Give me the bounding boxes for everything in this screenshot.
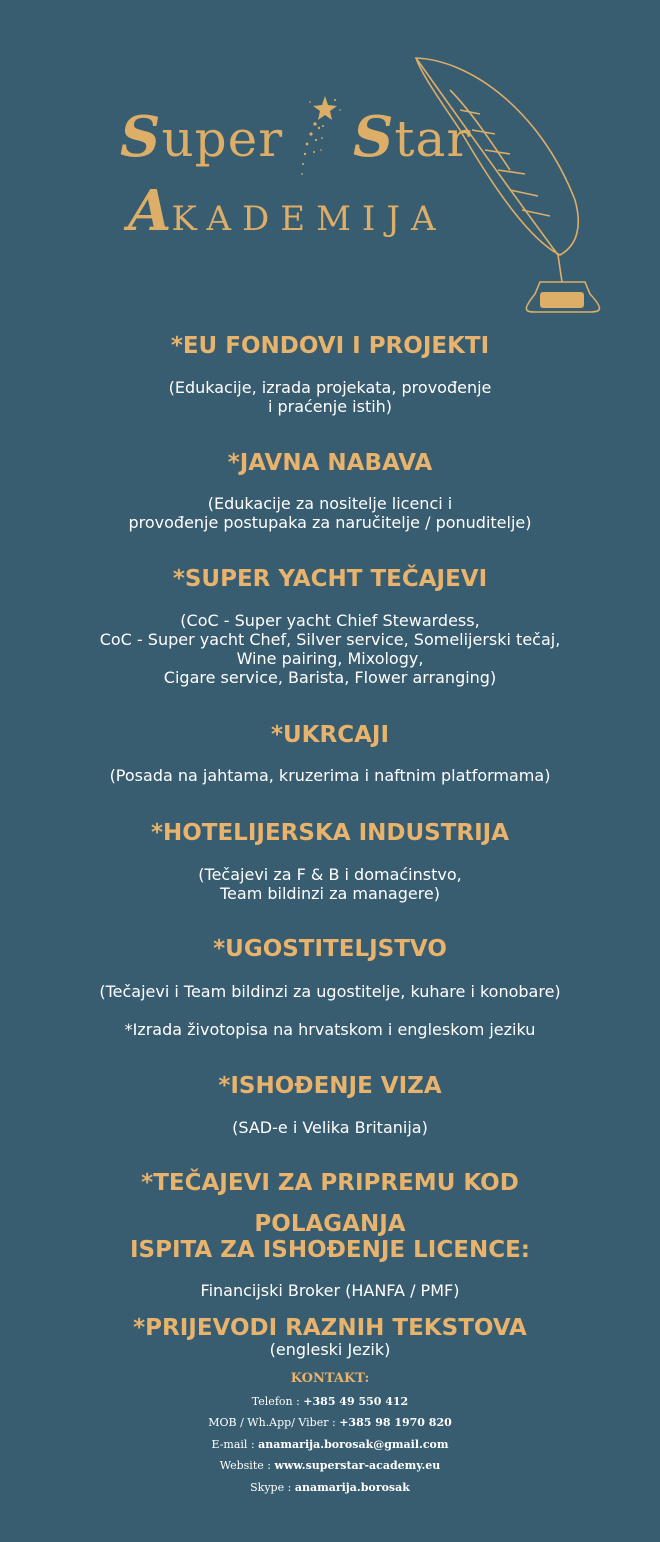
section-desc-super-yacht-3: Wine pairing, Mixology, [236,649,424,668]
logo-akademija-rest: KADEMIJA [171,199,447,239]
contact-email [0,1438,660,1451]
section-desc-eu-fondovi-1: (Edukacije, izrada projekata, provođenje [168,378,492,397]
logo-akademija-initial: A [128,178,172,244]
feather-quill-inkwell-icon [400,50,610,320]
logo-star-initial: S [352,104,395,170]
contact-email-label: E-mail : [211,1438,259,1451]
contact-website-value[interactable]: www.superstar-academy.eu [274,1459,441,1472]
contact-skype [0,1481,660,1494]
section-title-hotelijerska: *HOTELIJERSKA INDUSTRIJA [150,820,510,846]
contact-website-label: Website : [219,1459,275,1472]
contact-phone [0,1395,660,1408]
section-title-tecajevi-3: ISPITA ZA ISHOĐENJE LICENCE: [129,1237,530,1263]
section-desc-javna-nabava-1: (Edukacije za nositelje licenci i [207,494,453,513]
section-title-ukrcaji: *UKRCAJI [270,722,390,748]
section-desc-javna-nabava-2: provođenje postupaka za naručitelje / ponuditelje) [128,513,532,532]
section-desc-eu-fondovi-2: i praćenje istih) [267,397,393,416]
section-desc-ukrcaji-1: (Posada na jahtama, kruzerima i naftnim platformama) [109,766,551,785]
section-title-javna-nabava: *JAVNA NABAVA [227,450,433,476]
section-title-ugostiteljstvo: *UGOSTITELJSTVO [213,936,447,962]
contact-skype-label: Skype : [250,1481,295,1494]
section-title-super-yacht: *SUPER YACHT TEČAJEVI [172,566,488,592]
section-desc-ugostiteljstvo-2: *Izrada životopisa na hrvatskom i engleskom jeziku [124,1020,536,1039]
section-desc-hotelijerska-1: (Tečajevi za F & B i domaćinstvo, [198,865,462,884]
contact-mobile-label: MOB / Wh.App/ Viber : [208,1416,340,1429]
contact-email-value[interactable]: anamarija.borosak@gmail.com [258,1438,449,1451]
section-desc-hotelijerska-2: Team bildinzi za managere) [219,884,441,903]
contact-phone-value[interactable]: +385 49 550 412 [303,1395,409,1408]
section-title-tecajevi-2: POLAGANJA [254,1211,406,1237]
section-title-eu-fondovi: *EU FONDOVI I PROJEKTI [170,333,490,359]
section-desc-prijevodi-1: (engleski Jezik) [269,1340,391,1359]
contact-phone-label: Telefon : [251,1395,304,1408]
section-desc-super-yacht-1: (CoC - Super yacht Chief Stewardess, [180,611,480,630]
contact-skype-value[interactable]: anamarija.borosak [294,1481,410,1494]
logo-akademija [128,178,447,244]
section-desc-ishodenje-viza-1: (SAD-e i Velika Britanija) [232,1118,428,1137]
section-desc-super-yacht-4: Cigare service, Barista, Flower arranging) [163,668,497,687]
sparkle-star-icon [285,90,355,190]
section-title-tecajevi-1: *TEČAJEVI ZA PRIPREMU KOD [141,1170,519,1196]
logo [0,0,660,320]
contact-mobile [0,1416,660,1429]
logo-super-initial: S [120,104,162,170]
section-title-prijevodi: *PRIJEVODI RAZNIH TEKSTOVA [133,1315,527,1341]
section-desc-ugostiteljstvo-1: (Tečajevi i Team bildinzi za ugostitelje, kuhare i konobare) [99,982,561,1001]
logo-star-rest: tar [394,110,472,168]
contact-mobile-value[interactable]: +385 98 1970 820 [339,1416,452,1429]
section-desc-tecajevi-1: Financijski Broker (HANFA / PMF) [200,1281,460,1300]
section-desc-super-yacht-2: CoC - Super yacht Chef, Silver service, Somelijerski tečaj, [99,630,561,649]
contact-title: KONTAKT: [290,1371,370,1386]
contact-website [0,1459,660,1472]
section-title-ishodenje-viza: *ISHOĐENJE VIZA [218,1073,442,1099]
logo-super-rest: uper [161,110,284,168]
